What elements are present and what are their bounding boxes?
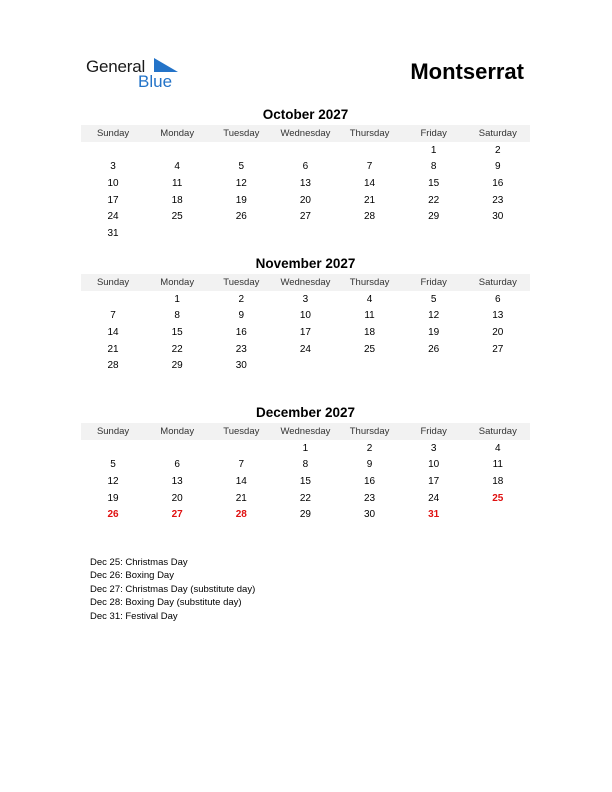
day-cell: 7 bbox=[366, 161, 373, 173]
day-cell: 18 bbox=[492, 475, 504, 487]
day-cell: 28 bbox=[235, 509, 247, 521]
day-cell: 22 bbox=[428, 194, 440, 206]
day-cell: 14 bbox=[364, 177, 376, 189]
day-cell: 28 bbox=[107, 360, 119, 372]
weekday-label: Thursday bbox=[349, 426, 390, 437]
logo-triangle-icon bbox=[154, 58, 178, 72]
week-row bbox=[81, 142, 530, 159]
month-december bbox=[81, 404, 530, 523]
day-cell: 18 bbox=[364, 326, 376, 338]
weekday-label: Tuesday bbox=[223, 426, 260, 437]
day-cell: 7 bbox=[238, 459, 245, 471]
day-cell: 12 bbox=[428, 310, 440, 322]
day-cell: 19 bbox=[235, 194, 247, 206]
weekday-label: Saturday bbox=[478, 128, 517, 139]
weekday-header-row bbox=[81, 125, 530, 142]
week-row bbox=[81, 308, 530, 325]
week-row bbox=[81, 473, 530, 490]
day-cell: 3 bbox=[302, 293, 309, 305]
day-cell: 28 bbox=[364, 211, 376, 223]
day-cell: 15 bbox=[428, 177, 440, 189]
day-cell: 5 bbox=[430, 293, 437, 305]
weekday-label: Tuesday bbox=[223, 277, 260, 288]
day-cell: 21 bbox=[107, 343, 119, 355]
day-cell: 15 bbox=[299, 475, 311, 487]
day-cell: 24 bbox=[299, 343, 311, 355]
day-cell: 20 bbox=[171, 492, 183, 504]
day-cell: 1 bbox=[302, 442, 309, 454]
day-cell: 17 bbox=[299, 326, 311, 338]
day-cell: 9 bbox=[238, 310, 245, 322]
day-cell: 9 bbox=[366, 459, 373, 471]
day-cell: 26 bbox=[428, 343, 440, 355]
weekday-label: Monday bbox=[160, 128, 195, 139]
day-cell: 4 bbox=[174, 161, 180, 173]
day-cell: 23 bbox=[364, 492, 376, 504]
month-november bbox=[81, 255, 530, 374]
day-cell: 6 bbox=[495, 293, 501, 305]
day-cell: 14 bbox=[107, 326, 119, 338]
day-cell: 8 bbox=[302, 459, 309, 471]
weekday-header-row bbox=[81, 423, 530, 440]
day-cell: 8 bbox=[430, 161, 437, 173]
day-cell: 20 bbox=[299, 194, 311, 206]
day-cell: 2 bbox=[238, 293, 245, 305]
day-cell: 21 bbox=[364, 194, 376, 206]
weekday-label: Monday bbox=[160, 426, 195, 437]
week-row bbox=[81, 357, 530, 374]
weekday-label: Wednesday bbox=[280, 426, 331, 437]
day-cell: 11 bbox=[364, 310, 375, 322]
day-cell: 10 bbox=[428, 459, 440, 471]
weekday-header-row bbox=[81, 274, 530, 291]
day-cell: 16 bbox=[364, 475, 376, 487]
holiday-item: Dec 26: Boxing Day bbox=[90, 570, 174, 582]
day-cell: 7 bbox=[110, 310, 116, 322]
brand-logo bbox=[86, 54, 196, 92]
weekday-label: Monday bbox=[160, 277, 195, 288]
day-cell: 3 bbox=[110, 161, 116, 173]
day-cell: 24 bbox=[107, 211, 119, 223]
day-cell: 25 bbox=[364, 343, 376, 355]
week-row bbox=[81, 159, 530, 176]
holiday-item: Dec 27: Christmas Day (substitute day) bbox=[90, 583, 256, 595]
weekday-label: Thursday bbox=[349, 128, 390, 139]
month-title: November 2027 bbox=[255, 256, 356, 271]
day-cell: 3 bbox=[430, 442, 437, 454]
week-row bbox=[81, 192, 530, 209]
day-cell: 30 bbox=[492, 211, 504, 223]
week-row bbox=[81, 440, 530, 457]
day-cell: 16 bbox=[492, 177, 504, 189]
day-cell: 16 bbox=[235, 326, 247, 338]
day-cell: 23 bbox=[492, 194, 504, 206]
logo-text-blue: Blue bbox=[138, 72, 173, 91]
weekday-label: Wednesday bbox=[280, 128, 331, 139]
week-row bbox=[81, 208, 530, 225]
day-cell: 12 bbox=[107, 475, 119, 487]
holiday-list bbox=[90, 556, 255, 623]
week-row bbox=[81, 291, 530, 308]
day-cell: 4 bbox=[495, 442, 501, 454]
day-cell: 13 bbox=[171, 475, 183, 487]
week-row bbox=[81, 457, 530, 474]
weekday-label: Sunday bbox=[96, 277, 130, 288]
week-row bbox=[81, 324, 530, 341]
holiday-item: Dec 25: Christmas Day bbox=[90, 557, 188, 568]
day-cell: 30 bbox=[235, 360, 247, 372]
weekday-label: Sunday bbox=[96, 128, 130, 139]
week-row bbox=[81, 341, 530, 358]
day-cell: 27 bbox=[492, 343, 504, 355]
weekday-label: Friday bbox=[420, 426, 447, 437]
day-cell: 15 bbox=[171, 326, 183, 338]
day-cell: 18 bbox=[171, 194, 183, 206]
day-cell: 22 bbox=[299, 492, 311, 504]
day-cell: 17 bbox=[107, 194, 119, 206]
week-row bbox=[81, 175, 530, 192]
weekday-label: Saturday bbox=[478, 277, 517, 288]
day-cell: 6 bbox=[174, 459, 180, 471]
day-cell: 5 bbox=[238, 161, 245, 173]
day-cell: 29 bbox=[428, 211, 440, 223]
day-cell: 23 bbox=[235, 343, 247, 355]
day-cell: 8 bbox=[174, 310, 180, 322]
day-cell: 19 bbox=[428, 326, 440, 338]
day-cell: 27 bbox=[171, 509, 183, 521]
day-cell: 30 bbox=[364, 509, 376, 521]
day-cell: 5 bbox=[110, 459, 116, 471]
day-cell: 21 bbox=[235, 492, 247, 504]
month-title: October 2027 bbox=[262, 107, 349, 122]
day-cell: 12 bbox=[235, 177, 247, 189]
day-cell: 26 bbox=[107, 509, 119, 521]
day-cell: 24 bbox=[428, 492, 440, 504]
day-cell: 4 bbox=[366, 293, 373, 305]
day-cell: 25 bbox=[492, 492, 504, 504]
weekday-label: Sunday bbox=[96, 426, 130, 437]
day-cell: 20 bbox=[492, 326, 504, 338]
weekday-label: Thursday bbox=[349, 277, 390, 288]
day-cell: 14 bbox=[235, 475, 247, 487]
day-cell: 2 bbox=[495, 144, 501, 156]
day-cell: 31 bbox=[428, 509, 440, 521]
day-cell: 17 bbox=[428, 475, 440, 487]
day-cell: 1 bbox=[174, 293, 180, 305]
day-cell: 6 bbox=[302, 161, 309, 173]
day-cell: 26 bbox=[235, 211, 247, 223]
day-cell: 13 bbox=[492, 310, 504, 322]
month-october bbox=[81, 106, 530, 242]
week-row bbox=[81, 225, 530, 242]
weekday-label: Friday bbox=[420, 277, 447, 288]
day-cell: 19 bbox=[107, 492, 119, 504]
week-row bbox=[81, 506, 530, 523]
month-title: December 2027 bbox=[255, 405, 356, 420]
day-cell: 11 bbox=[492, 459, 503, 471]
day-cell: 11 bbox=[171, 177, 183, 189]
weekday-label: Friday bbox=[420, 128, 447, 139]
day-cell: 25 bbox=[171, 211, 183, 223]
day-cell: 31 bbox=[107, 227, 119, 239]
day-cell: 22 bbox=[171, 343, 183, 355]
day-cell: 1 bbox=[430, 144, 437, 156]
day-cell: 9 bbox=[495, 161, 501, 173]
day-cell: 2 bbox=[366, 442, 373, 454]
day-cell: 27 bbox=[299, 211, 311, 223]
holiday-item: Dec 28: Boxing Day (substitute day) bbox=[90, 597, 242, 609]
weekday-label: Tuesday bbox=[223, 128, 260, 139]
holiday-item: Dec 31: Festival Day bbox=[90, 610, 178, 622]
day-cell: 13 bbox=[299, 177, 311, 189]
weekday-label: Wednesday bbox=[280, 277, 331, 288]
country-title: Montserrat bbox=[410, 59, 524, 84]
day-cell: 29 bbox=[299, 509, 311, 521]
day-cell: 10 bbox=[299, 310, 311, 322]
weekday-label: Saturday bbox=[478, 426, 517, 437]
logo-text-general: General bbox=[86, 57, 146, 76]
week-row bbox=[81, 490, 530, 507]
day-cell: 29 bbox=[171, 360, 183, 372]
day-cell: 10 bbox=[107, 177, 119, 189]
